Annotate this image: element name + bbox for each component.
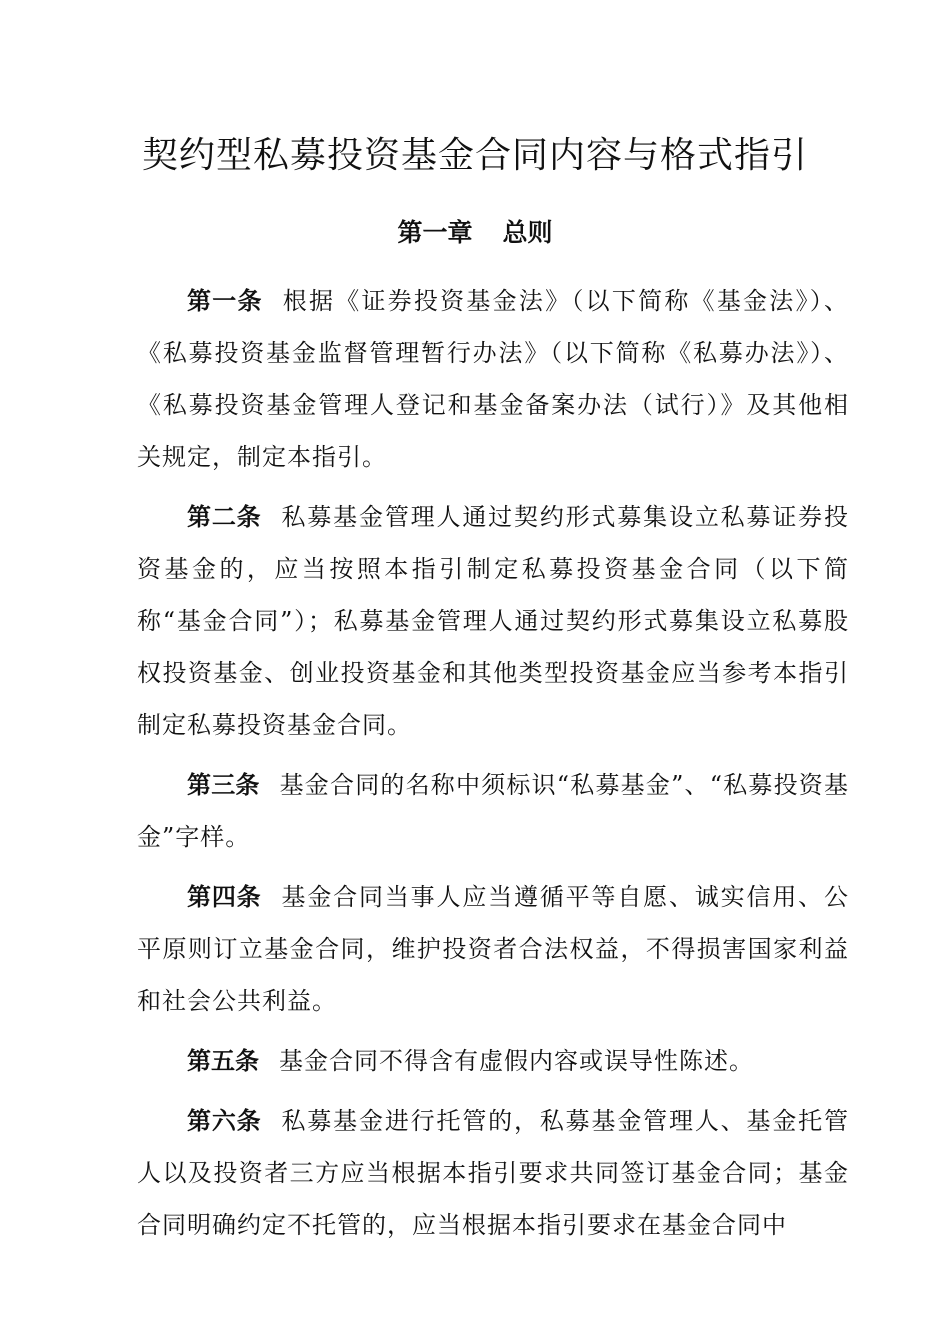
article-number: 第二条: [187, 503, 262, 531]
article-number: 第四条: [187, 883, 262, 911]
article-5: [137, 1035, 849, 1087]
article-number: 第六条: [187, 1107, 262, 1135]
article-3: [137, 759, 849, 863]
article-2: [137, 491, 849, 751]
article-text: 私募基金管理人通过契约形式募集设立私募证券投资基金的，应当按照本指引制定私募投资基金合同（以下简称“基金合同”）；私募基金管理人通过契约形式募集设立私募股权投资基金、创业投资基金和其他类型投资基金应当参考本指引制定私募投资基金合同。: [137, 503, 849, 739]
article-text: 根据《证券投资基金法》（以下简称《基金法》）、《私募投资基金监督管理暂行办法》（以下简称《私募办法》）、《私募投资基金管理人登记和基金备案办法（试行）》及其他相关规定，制定本指引。: [137, 287, 850, 471]
article-number: 第五条: [187, 1047, 259, 1075]
document-body: [137, 275, 849, 1259]
article-number: 第一条: [187, 287, 263, 315]
article-1: [137, 275, 849, 483]
chapter-heading: [0, 210, 950, 256]
article-text: 基金合同的名称中须标识“私募基金”、“私募投资基金”字样。: [137, 771, 850, 851]
article-text: 基金合同不得含有虚假内容或误导性陈述。: [279, 1047, 754, 1075]
article-6: [137, 1095, 849, 1251]
chapter-name: 总则: [502, 218, 553, 247]
article-4: [137, 871, 849, 1027]
chapter-number: 第一章: [397, 218, 473, 247]
document-title: 契约型私募投资基金合同内容与格式指引: [141, 135, 808, 176]
article-text: 基金合同当事人应当遵循平等自愿、诚实信用、公平原则订立基金合同，维护投资者合法权益，不得损害国家利益和社会公共利益。: [137, 883, 849, 1015]
article-text: 私募基金进行托管的，私募基金管理人、基金托管人以及投资者三方应当根据本指引要求共同签订基金合同；基金合同明确约定不托管的，应当根据本指引要求在基金合同中: [137, 1107, 849, 1239]
article-number: 第三条: [187, 771, 260, 799]
